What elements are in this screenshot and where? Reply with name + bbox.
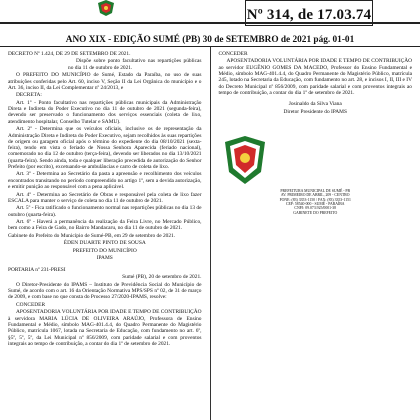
conceder-heading-left: CONCEDER xyxy=(16,301,46,308)
portaria-date: Sumé (PB), 20 de setembro de 2021. xyxy=(122,274,202,281)
seal-line: PREFEITURA MUNICIPAL DE SUMÉ - PB xyxy=(280,188,351,193)
seal-line: GABINETE DO PREFEITO xyxy=(293,210,338,215)
article-6: Art. 6º - Haverá a permanência da realização da Feira Livre, no Mercado Público, bem como a Feira de Gado, no Bairro Mandacaru, no dia 11 de outubro de 2021. xyxy=(8,219,202,232)
concession-body-left: APOSENTADORIA VOLUNTÁRIA POR IDADE E TEMPO DE CONTRIBUIÇÃO à servidora MARIA LÚCIA DE OLIVEIRA ARAÚJO, Professora de Ensino Fundamental e Médio, símbolo MAG-401.4.4, do Quadro Permanente do Magistério Público, matrícula 1067, lotada na Secretaria de Educação, com fundamento no art. 6º, §5º, 5º, 5º, da Lei Municipal nº 856/2009, com paridade salarial e com proventos integrais ao tempo de contribuição, a contar do dia 1º de setembro de 2021. xyxy=(8,309,202,347)
decree-summary: Dispõe sobre ponto facultativo nas repartições públicas no dia 11 de outubro de 2021. xyxy=(68,58,202,71)
seal-caption xyxy=(219,189,413,215)
article-3: Art. 3º - Determina ao Secretário da pasta a apreensão e recolhimento dos veículos encontrados transitando no período compreendido no artigo 1º, sem a devida autorização, e emitir punição ao responsável com a pena aplicável. xyxy=(8,171,202,191)
edition-band: ANO XIX - EDIÇÃO SUMÉ (PB) 30 de SETEMBRO de 2021 pág. 01-01 xyxy=(0,35,420,47)
ipams-signer-role: Diretor Presidente do IPAMS xyxy=(283,108,347,115)
concession-body-right: APOSENTADORIA VOLUNTÁRIA POR IDADE E TEMPO DE CONTRIBUIÇÃO ao servidor EUGÊNIO GOMES DA MACEDO, Professor do Ensino Fundamental e Médio, símbolo MAG-401.4.4, do Quadro Permanente do Magistério Público, matrícula 245, lotado na Secretaria da Educação, com fundamento no art. 28, e incisos I, II, III e IV do Decreto Municipal nº 856/2009, com paridade salarial e com proventos integrais ao tempo de contribuição, a contar do dia 1º de setembro de 2021. xyxy=(218,58,412,96)
seal-line: CEP: 58540-000 - SUMÉ - PARAÍBA xyxy=(285,201,345,206)
edition-number: Nº 314, de 17.03.74 xyxy=(246,7,372,23)
right-column xyxy=(211,47,420,420)
portaria-body: O Diretor-Presidente do IPAMS – Instituto de Previdência Social do Município de Sumé, de acordo com o art. 16 da Orientação Normativa MPS/SPS nº 02, de 31 de março de 2009, e com base no que consta do Processo 27/2020-IPAMS, resolve: xyxy=(8,281,202,301)
conceder-heading-right: CONCEDER xyxy=(218,51,248,57)
agency-heading: IPAMS xyxy=(96,255,113,262)
seal-line: FONE: (83) 3353-1150 / FAX: (83) 3353-1151 xyxy=(279,197,351,202)
municipal-crest-icon xyxy=(96,0,116,16)
gabinete-line: Gabinete do Prefeito do Município de Sumé-PB, em 29 de setembro de 2021. xyxy=(8,232,176,239)
municipal-seal-icon xyxy=(219,136,271,184)
mayor-name: ÉDEN DUARTE PINTO DE SOUSA xyxy=(63,240,146,247)
seal-line: CNPJ: 09.073.925/0001-38 xyxy=(294,206,337,211)
left-column xyxy=(0,47,211,420)
masthead xyxy=(0,0,420,33)
article-4: Art. 4º - Determina ao Secretário de Obras e responsável pela coleta de lixo fazer ESCALA para manter o serviço de coleta no dia 11 de outubro de 2021. xyxy=(8,191,202,204)
portaria-title: PORTARIA nº 231-PRESI xyxy=(8,266,66,273)
header-rule xyxy=(0,22,420,33)
decree-preamble: O PREFEITO DO MUNICÍPIO de Sumé, Estado da Paraíba, no uso de suas atribuições conferidas pelo Art. 60, inciso V, Seção II da Lei Orgânica do município e o Art. 36, inciso II, da Lei Complementar nº 24/2013, e xyxy=(8,72,202,91)
article-5: Art. 5º - Fica ratificado o funcionamento normal nas repartições públicas no dia 13 de outubro (quarta-feira). xyxy=(8,205,202,218)
mayor-role: PREFEITO DO MUNICÍPIO xyxy=(72,247,137,254)
two-column-body xyxy=(0,47,420,420)
decree-title: DECRETO Nº 1.424, DE 29 DE SETEMBRO DE 2021. xyxy=(8,51,131,57)
ipams-signer-name: Josinaldo da Silva Viana xyxy=(288,101,342,108)
decree-decreta: DECRETA: xyxy=(16,92,42,99)
article-1: Art. 1º - Ponto facultativo nas repartições públicas municipais da Administração Direta e Indireta do Poder Executivo no dia 11 de outubro de 2021 (segunda-feira), devendo ser preservado o funcionamento dos serviços essenciais (coleta de lixo, atendimento hospitalar, Conselho Tutelar e SAMU). xyxy=(8,99,202,125)
seal-line: AV. PRIMEIRO DE ABRIL, 209 - CENTRO xyxy=(280,193,350,198)
article-2: Art. 2º - Determina que os veículos oficiais, inclusive os de representação da Administração Direta e Indireta do Poder Executivo, sejam recolhidos às suas repartições de origem ou garagem oficial após o término do expediente do dia 08/10/2021 (sexta-feira), tendo em vista o feriado de Nossa Senhora Aparecida (feriado nacional), comemorado no dia 12 de outubro (terça-feira), devendo ser liberados no dia 13/10/2021 (quarta-feira). Sendo ainda, toda e qualquer liberação precedida de autorização do Senhor Prefeito (por escrito), excetuando-se ambulâncias e carro de coleta de lixo. xyxy=(8,126,202,170)
